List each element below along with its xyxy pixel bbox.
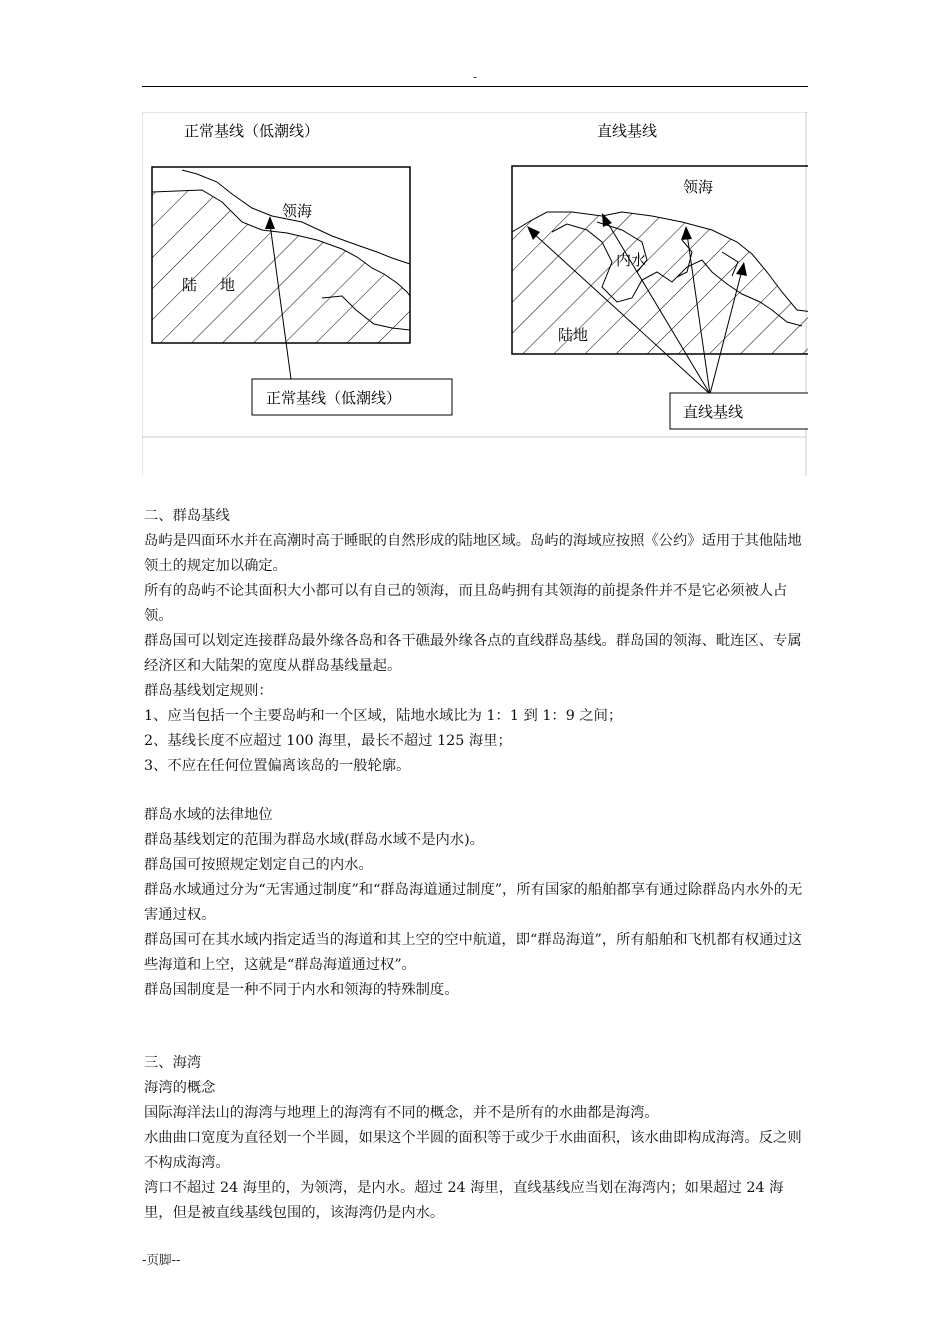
section2-rule-item: 3、不应在任何位置偏离该岛的一般轮廓。 [144,758,411,774]
section2-rule-item: 2、基线长度不应超过 100 海里，最长不超过 125 海里； [144,733,512,749]
header-rule [142,86,808,87]
section2-sub-heading: 群岛水域的法律地位 [144,807,273,823]
left-land [152,190,410,343]
right-land [512,212,808,354]
section3-paragraph: 海湾的概念 [144,1080,216,1096]
section2-sub-paragraph: 群岛国可按照规定划定自己的内水。 [144,857,373,873]
section2-rule-item: 1、应当包括一个主要岛屿和一个区域，陆地水域比为 1：1 到 1：9 之间； [144,708,623,724]
left-arrowhead [265,216,275,229]
section2-paragraph: 群岛国可以划定连接群岛最外缘各岛和各干礁最外缘各点的直线群岛基线。群岛国的领海、毗连区、专属经济区和大陆架的宽度从群岛基线量起。 [144,633,802,674]
right-inner-label: 内水 [616,251,647,269]
section2-paragraph: 岛屿是四面环水并在高潮时高于睡眠的自然形成的陆地区域。岛屿的海域应按照《公约》适用于其他陆地领土的规定加以确定。 [144,533,802,574]
spacer [144,1003,810,1051]
section2-sub-paragraph: 群岛水域通过分为“无害通过制度”和“群岛海道通过制度”，所有国家的船舶都享有通过除群岛内水外的无害通过权。 [144,882,803,923]
section2-sub-paragraph: 群岛基线划定的范围为群岛水域(群岛水域不是内水)。 [144,832,484,848]
baseline-figure [142,112,808,476]
section2-paragraph: 群岛基线划定规则： [144,683,273,699]
spacer [144,779,810,803]
section3-paragraph: 水曲曲口宽度为直径划一个半圆，如果这个半圆的面积等于或少于水曲面积，该水曲即构成海湾。反之则不构成海湾。 [144,1130,802,1171]
right-title: 直线基线 [597,122,658,140]
left-title: 正常基线（低潮线） [184,122,320,140]
section2-sub-paragraph: 群岛国制度是一种不同于内水和领海的特殊制度。 [144,982,459,998]
left-land-label-2: 地 [220,276,236,294]
right-land-label: 陆地 [558,326,589,344]
left-callout-label: 正常基线（低潮线） [266,389,402,407]
right-callout-label: 直线基线 [683,403,744,421]
body-text [144,504,810,1226]
section3-paragraph: 湾口不超过 24 海里的，为领湾，是内水。超过 24 海里，直线基线应当划在海湾内；如果超过 24 海里，但是被直线基线包围的，该海湾仍是内水。 [144,1180,784,1221]
section2-paragraph: 所有的岛屿不论其面积大小都可以有自己的领海，而且岛屿拥有其领海的前提条件并不是它必须被人占领。 [144,583,788,624]
section2-heading: 二、群岛基线 [144,508,230,524]
header-mark: - [472,70,478,84]
left-land-label-1: 陆 [182,276,198,294]
baseline-diagram [142,112,808,476]
page-footer: -页脚-- [142,1252,181,1267]
right-sea-label: 领海 [683,178,714,196]
section3-heading: 三、海湾 [144,1055,202,1071]
section3-paragraph: 国际海洋法山的海湾与地理上的海湾有不同的概念，并不是所有的水曲都是海湾。 [144,1105,659,1121]
left-sea-label: 领海 [282,202,313,220]
section2-sub-paragraph: 群岛国可在其水域内指定适当的海道和其上空的空中航道，即“群岛海道”，所有船舶和飞机都有权通过这些海道和上空，这就是“群岛海道通过权”。 [144,932,802,973]
